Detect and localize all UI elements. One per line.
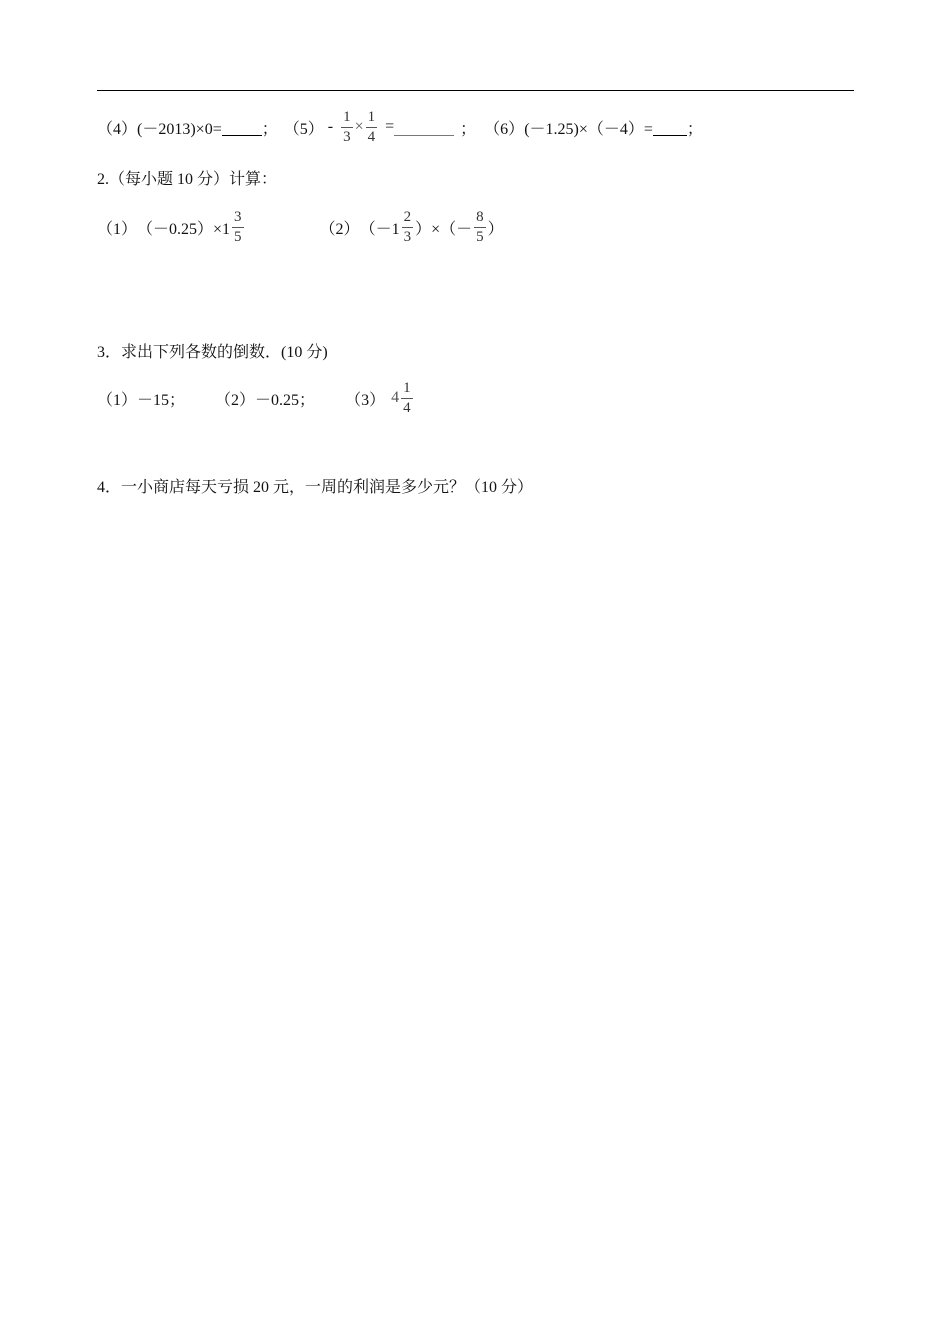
item-6-label: （6） — [484, 120, 525, 138]
q2-part-2-label: （2） — [319, 220, 360, 238]
q2-part-2-fraction-1-numerator: 2 — [403, 208, 412, 225]
item-4-answer-blank[interactable] — [222, 119, 262, 136]
question-2-title: 2.（每小题 10 分）计算： — [97, 170, 278, 188]
item-5-fraction-2-denominator: 4 — [367, 128, 376, 145]
q3-part-1-value: －15； — [137, 391, 186, 409]
q3-part-3-fraction-denominator: 4 — [403, 399, 411, 416]
q2-part-2-middle: ）×（－ — [415, 220, 473, 238]
fill-in-line-4-6 — [97, 105, 703, 149]
item-6-answer-blank[interactable] — [653, 119, 687, 136]
item-5-sign: - — [327, 118, 334, 135]
q3-part-2-value: －0.25； — [255, 391, 316, 409]
question-2-parts — [97, 203, 504, 251]
q2-part-1-fraction — [232, 210, 244, 245]
q2-part-1-fraction-numerator: 3 — [234, 208, 242, 225]
item-4-semicolon: ； — [261, 120, 278, 138]
q2-part-2-fraction-2 — [474, 210, 486, 245]
item-5-semicolon: ； — [460, 120, 477, 138]
item-5-equals: = — [385, 118, 395, 135]
q3-part-1-label: （1） — [97, 391, 138, 409]
q3-part-3-whole: 4 — [391, 389, 400, 406]
item-4-label: （4） — [97, 120, 138, 138]
q2-part-1-label: （1） — [97, 220, 138, 238]
item-6-semicolon: ； — [686, 120, 703, 138]
item-4-expression: (－2013)×0= — [137, 120, 222, 138]
q3-part-3-fraction-numerator: 1 — [403, 379, 411, 396]
item-5-times: × — [354, 118, 364, 135]
question-4-title: 4．一小商店每天亏损 20 元，一周的利润是多少元？（10 分） — [97, 478, 534, 496]
question-3-parts — [97, 375, 415, 421]
q2-part-2-fraction-2-denominator: 5 — [476, 228, 484, 245]
item-5-fraction-1-numerator: 1 — [343, 108, 351, 125]
q2-part-1-fraction-denominator: 5 — [234, 228, 242, 245]
q3-part-2-label: （2） — [215, 391, 256, 409]
item-5-fraction-1 — [341, 110, 353, 145]
item-5-answer-blank[interactable] — [394, 119, 454, 136]
item-5-label: （5） — [283, 120, 324, 138]
q3-part-3-fraction — [401, 381, 413, 416]
q2-part-2-fraction-1 — [402, 210, 414, 245]
item-5-fraction-1-denominator: 3 — [343, 128, 351, 145]
item-5-fraction-2 — [366, 110, 378, 145]
q2-part-2-fraction-2-numerator: 8 — [476, 208, 484, 225]
q2-part-1-expression: （－0.25）×1 — [137, 220, 231, 238]
q2-part-2-close: ） — [487, 220, 504, 238]
item-6-expression: (－1.25)×（－4）= — [524, 120, 653, 138]
item-5-fraction-2-numerator: 1 — [367, 108, 376, 125]
q2-part-2-open: （－1 — [359, 220, 400, 238]
header-rule — [97, 90, 854, 91]
question-3-title: 3．求出下列各数的倒数．(10 分) — [97, 343, 328, 361]
q3-part-3-label: （3） — [345, 391, 386, 409]
q2-part-2-fraction-1-denominator: 3 — [403, 228, 412, 245]
